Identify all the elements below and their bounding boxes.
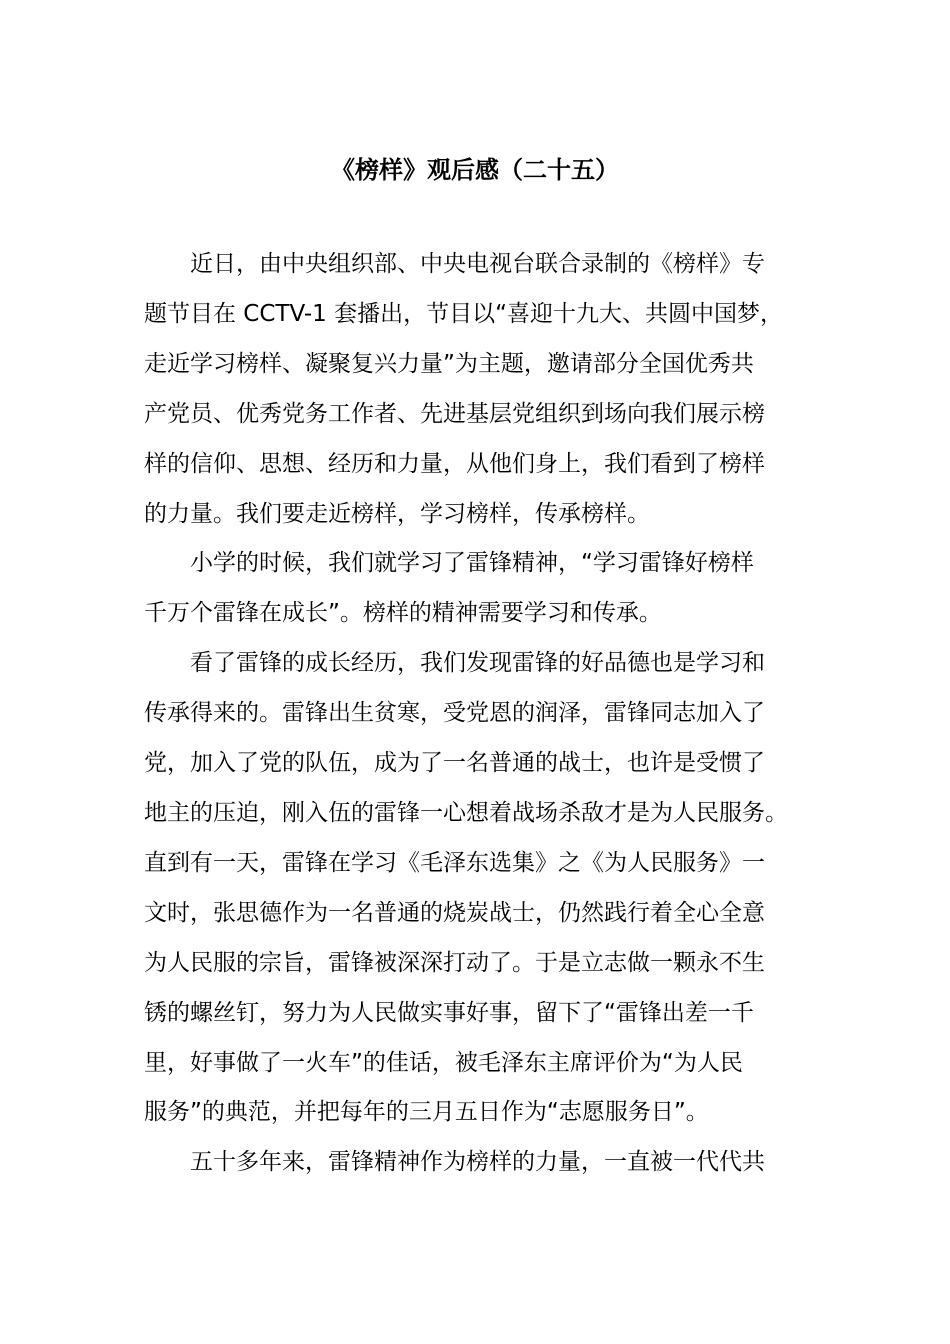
text-line: 看了雷锋的成长经历，我们发现雷锋的好品德也是学习和 <box>190 650 765 677</box>
text-line: 产党员、优秀党务工作者、先进基层党组织到场向我们展示榜 <box>144 400 765 427</box>
text-line: 千万个雷锋在成长”。榜样的精神需要学习和传承。 <box>144 600 662 627</box>
text-line: 锈的螺丝钉，努力为人民做实事好事，留下了“雷锋出差一千 <box>144 999 754 1026</box>
text-line: 为人民服的宗旨，雷锋被深深打动了。于是立志做一颗永不生 <box>144 949 765 976</box>
text-line: 小学的时候，我们就学习了雷锋精神，“学习雷锋好榜样 <box>190 550 754 577</box>
text-line: 题节目在 CCTV-1 套播出，节目以“喜迎十九大、共圆中国梦， <box>144 300 784 327</box>
text-line: 里，好事做了一火车”的佳话，被毛泽东主席评价为“为人民 <box>144 1049 743 1076</box>
text-line: 五十多年来，雷锋精神作为榜样的力量，一直被一代代共 <box>190 1149 765 1176</box>
text-line: 服务”的典范，并把每年的三月五日作为“志愿服务日”。 <box>144 1099 709 1126</box>
paragraph-1 <box>144 240 806 539</box>
text-line: 党，加入了党的队伍，成为了一名普通的战士，也许是受惯了 <box>144 750 765 777</box>
text-line: 近日，由中央组织部、中央电视台联合录制的《榜样》专 <box>190 251 765 277</box>
text-line: 地主的压迫，刚入伍的雷锋一心想着战场杀敌才是为人民服务。 <box>144 799 788 826</box>
paragraph-4 <box>144 1138 806 1188</box>
text-line: 直到有一天，雷锋在学习《毛泽东选集》之《为人民服务》一 <box>144 849 765 876</box>
document-body <box>144 240 806 1188</box>
text-line: 样的信仰、思想、经历和力量，从他们身上，我们看到了榜样 <box>144 450 765 477</box>
text-line: 传承得来的。雷锋出生贫寒，受党恩的润泽，雷锋同志加入了 <box>144 700 765 727</box>
text-line: 走近学习榜样、凝聚复兴力量”为主题，邀请部分全国优秀共 <box>144 350 754 377</box>
text-line: 的力量。我们要走近榜样，学习榜样，传承榜样。 <box>144 500 650 527</box>
paragraph-2 <box>144 539 806 639</box>
document-title: 《榜样》观后感（二十五） <box>331 156 619 184</box>
paragraph-3 <box>144 639 806 1138</box>
text-line: 文时，张思德作为一名普通的烧炭战士，仍然践行着全心全意 <box>144 899 765 926</box>
